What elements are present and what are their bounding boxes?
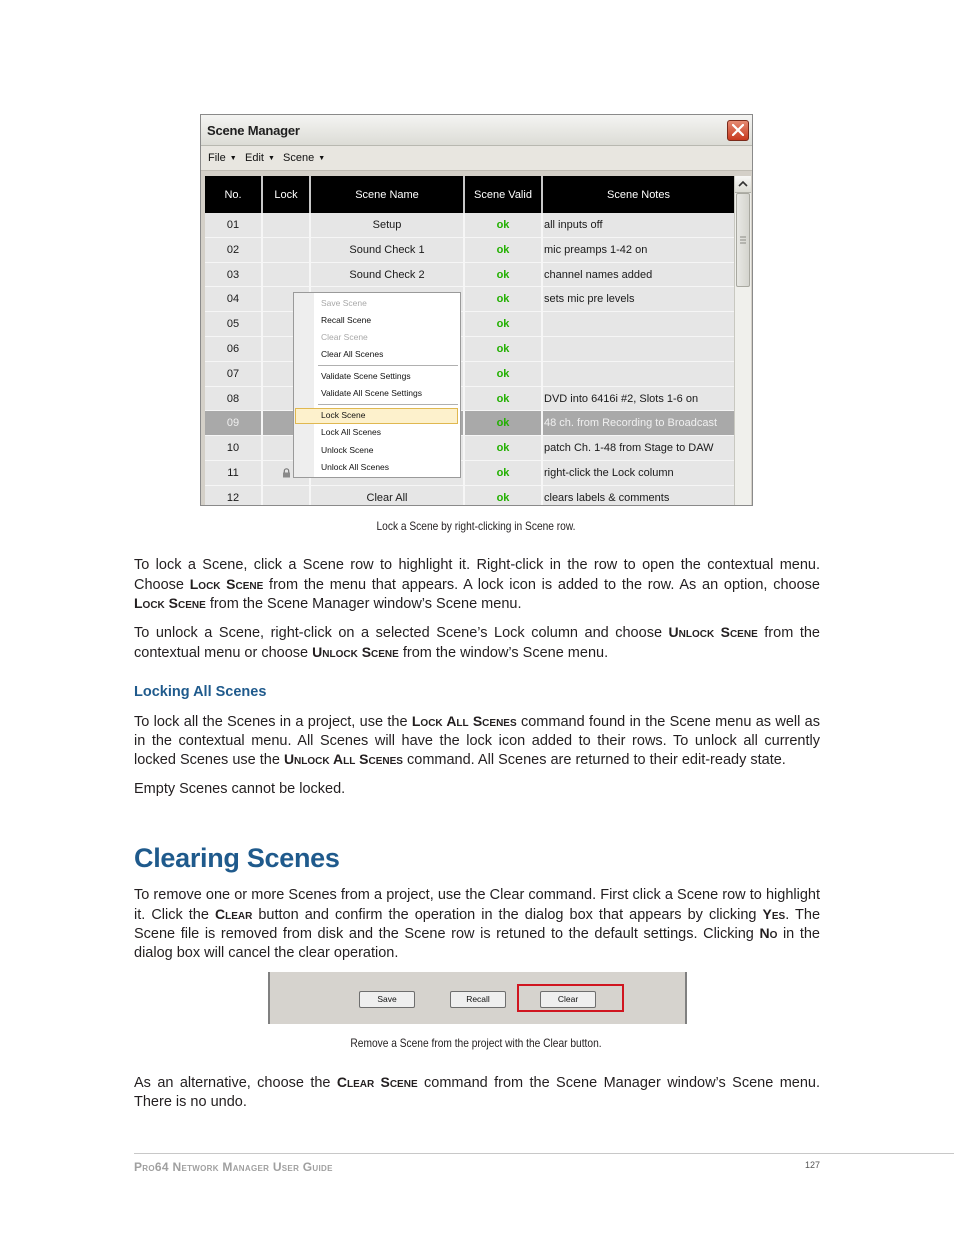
chevron-up-icon	[735, 176, 751, 192]
table-row[interactable]	[205, 287, 734, 312]
table-header	[205, 176, 734, 213]
cell-scene-notes: channel names added	[544, 268, 653, 281]
cell-scene-notes: 48 ch. from Recording to Broadcast	[544, 417, 718, 430]
cell-scene-valid: ok	[496, 268, 510, 281]
table-row[interactable]	[205, 213, 734, 238]
close-button[interactable]	[727, 120, 749, 141]
cell-scene-no: 02	[226, 243, 240, 256]
cell-lock	[263, 238, 309, 262]
cell-lock	[263, 486, 309, 506]
table-row[interactable]	[205, 337, 734, 362]
cell-scene-no: 08	[226, 392, 240, 405]
table-row[interactable]	[205, 436, 734, 461]
col-header-lock[interactable]: Lock	[274, 188, 298, 201]
context-menu-item-save-scene: Save Scene	[321, 298, 367, 308]
cell-scene-valid: ok	[496, 491, 510, 504]
table-row[interactable]	[205, 461, 734, 486]
cell-scene-no: 12	[226, 491, 240, 504]
cell-scene-valid: ok	[496, 318, 510, 331]
col-header-no[interactable]: No.	[224, 188, 242, 201]
col-header-scene-name[interactable]: Scene Name	[355, 188, 419, 201]
context-menu-item-lock-all-scenes[interactable]: Lock All Scenes	[321, 427, 382, 437]
section-subheading: Locking All Scenes	[134, 684, 267, 700]
page-number: 127	[805, 1160, 821, 1170]
menu-separator	[318, 404, 458, 405]
menu-edit[interactable]: Edit ▼	[245, 152, 275, 164]
cell-scene-notes: right-click the Lock column	[544, 467, 674, 479]
cell-scene-valid: ok	[496, 417, 510, 430]
figure-caption-1: Lock a Scene by right-clicking in Scene row.	[376, 519, 576, 533]
cell-scene-notes: all inputs off	[544, 219, 603, 231]
context-menu-item-validate-all-scene-settings[interactable]: Validate All Scene Settings	[321, 388, 422, 398]
cell-scene-notes	[543, 337, 734, 361]
table-row[interactable]	[205, 411, 734, 436]
menu-scene[interactable]: Scene ▼	[283, 152, 326, 164]
cell-scene-notes: mic preamps 1-42 on	[544, 243, 648, 256]
cell-scene-notes	[543, 312, 734, 336]
cell-scene-no: 01	[226, 219, 240, 231]
paragraph-lock-scene: To lock a Scene, click a Scene row to highlight it. Right-click in the row to open the contextual menu. Choose Lock Scene from the menu that appears. A lock icon is added to the row. As an option, choose Lock Scene from the Scene Manager window’s Scene menu.	[134, 557, 820, 612]
chevron-down-icon: ▼	[267, 155, 275, 162]
table-row[interactable]	[205, 238, 734, 263]
menu-file[interactable]: File ▼	[208, 152, 237, 164]
cell-scene-no: 09	[226, 417, 240, 430]
cell-scene-name: Clear All	[366, 491, 408, 504]
col-header-scene-valid[interactable]: Scene Valid	[474, 188, 532, 201]
cell-scene-notes: clears labels & comments	[544, 491, 670, 504]
footer-rule	[134, 1153, 954, 1154]
cell-scene-valid: ok	[496, 392, 510, 405]
cell-scene-notes: sets mic pre levels	[544, 293, 635, 306]
col-header-scene-notes[interactable]: Scene Notes	[607, 188, 670, 201]
scene-manager-window	[200, 114, 753, 506]
window-titlebar	[201, 115, 752, 146]
cell-scene-valid: ok	[496, 243, 510, 256]
cell-scene-no: 03	[226, 268, 240, 281]
cell-scene-name: Sound Check 2	[349, 268, 425, 281]
paragraph-alternative: As an alternative, choose the Clear Scene command from the Scene Manager window’s Scene menu. There is no undo.	[134, 1074, 820, 1110]
cell-scene-no: 05	[226, 318, 240, 331]
recall-button[interactable]: Recall	[450, 991, 506, 1008]
cell-scene-valid: ok	[496, 219, 510, 231]
cell-scene-notes: patch Ch. 1-48 from Stage to DAW	[544, 442, 714, 455]
cell-scene-valid: ok	[496, 467, 510, 479]
scroll-thumb[interactable]	[736, 193, 750, 287]
cell-scene-valid: ok	[496, 442, 510, 455]
cell-scene-no: 04	[226, 293, 240, 306]
paragraph-lock-all: To lock all the Scenes in a project, use the Lock All Scenes command found in the Scene menu as well as in the contextual menu. All Scenes will have the lock icon added to their rows. To unlock all currently locked Scenes use the Unlock All Scenes command. All Scenes are returned to their edit-ready state.	[134, 713, 820, 768]
context-menu-item-validate-scene-settings[interactable]: Validate Scene Settings	[321, 371, 411, 381]
table-row[interactable]	[205, 312, 734, 337]
paragraph-empty-scenes: Empty Scenes cannot be locked.	[134, 781, 346, 797]
context-menu-item-lock-scene[interactable]: Lock Scene	[321, 410, 366, 420]
context-menu-item-clear-scene: Clear Scene	[321, 332, 368, 342]
table-row[interactable]	[205, 387, 734, 412]
cell-lock	[263, 213, 309, 237]
save-button[interactable]: Save	[359, 991, 415, 1008]
cell-scene-notes: DVD into 6416i #2, Slots 1-6 on	[544, 392, 699, 405]
context-menu-highlight	[295, 408, 458, 424]
window-title: Scene Manager	[207, 123, 300, 138]
paragraph-clear-scenes: To remove one or more Scenes from a project, use the Clear command. First click a Scene row to highlight it. Click the Clear button and confirm the operation in the dialog box that appears by clicking Yes. The Scene file is removed from disk and the Scene row is retuned to the default settings. Clicking No in the dialog box will cancel the clear operation.	[134, 887, 821, 961]
context-menu-item-unlock-scene[interactable]: Unlock Scene	[321, 445, 374, 455]
menu-separator	[318, 365, 458, 366]
footer-title: Pro64 Network Manager User Guide	[134, 1160, 333, 1174]
context-menu-item-recall-scene[interactable]: Recall Scene	[321, 315, 372, 325]
cell-scene-no: 10	[226, 442, 240, 455]
cell-scene-no: 11	[227, 467, 239, 479]
paragraph-unlock-scene: To unlock a Scene, right-click on a selected Scene’s Lock column and choose Unlock Scene from the contextual menu or choose Unlock Scene from the window’s Scene menu.	[134, 624, 820, 661]
cell-scene-name: Setup	[372, 219, 402, 231]
grip-icon	[737, 194, 749, 286]
cell-lock	[263, 263, 309, 287]
scene-button-bar	[268, 972, 687, 1024]
table-row[interactable]	[205, 362, 734, 387]
cell-scene-name: Sound Check 1	[349, 243, 425, 256]
context-menu-item-unlock-all-scenes[interactable]: Unlock All Scenes	[321, 462, 390, 472]
vertical-scrollbar[interactable]	[734, 176, 751, 506]
cell-scene-valid: ok	[496, 293, 510, 306]
cell-scene-notes	[543, 362, 734, 386]
scroll-up-button[interactable]	[735, 176, 751, 193]
window-menubar	[201, 146, 752, 171]
clear-button[interactable]: Clear	[540, 991, 596, 1008]
close-icon	[732, 124, 744, 136]
context-menu	[293, 292, 461, 478]
scene-table-body	[205, 213, 734, 506]
chevron-down-icon: ▼	[229, 155, 237, 162]
cell-scene-valid: ok	[496, 367, 510, 380]
context-menu-item-clear-all-scenes[interactable]: Clear All Scenes	[321, 349, 384, 359]
cell-scene-no: 07	[226, 367, 240, 380]
table-row[interactable]	[205, 263, 734, 288]
section-heading: Clearing Scenes	[134, 843, 340, 873]
cell-scene-valid: ok	[496, 343, 510, 355]
table-row[interactable]	[205, 486, 734, 506]
chevron-down-icon: ▼	[318, 155, 326, 162]
lock-icon	[282, 468, 291, 478]
context-menu-gutter	[294, 293, 314, 477]
figure-caption-2: Remove a Scene from the project with the Clear button.	[350, 1036, 602, 1050]
cell-scene-no: 06	[226, 343, 240, 355]
